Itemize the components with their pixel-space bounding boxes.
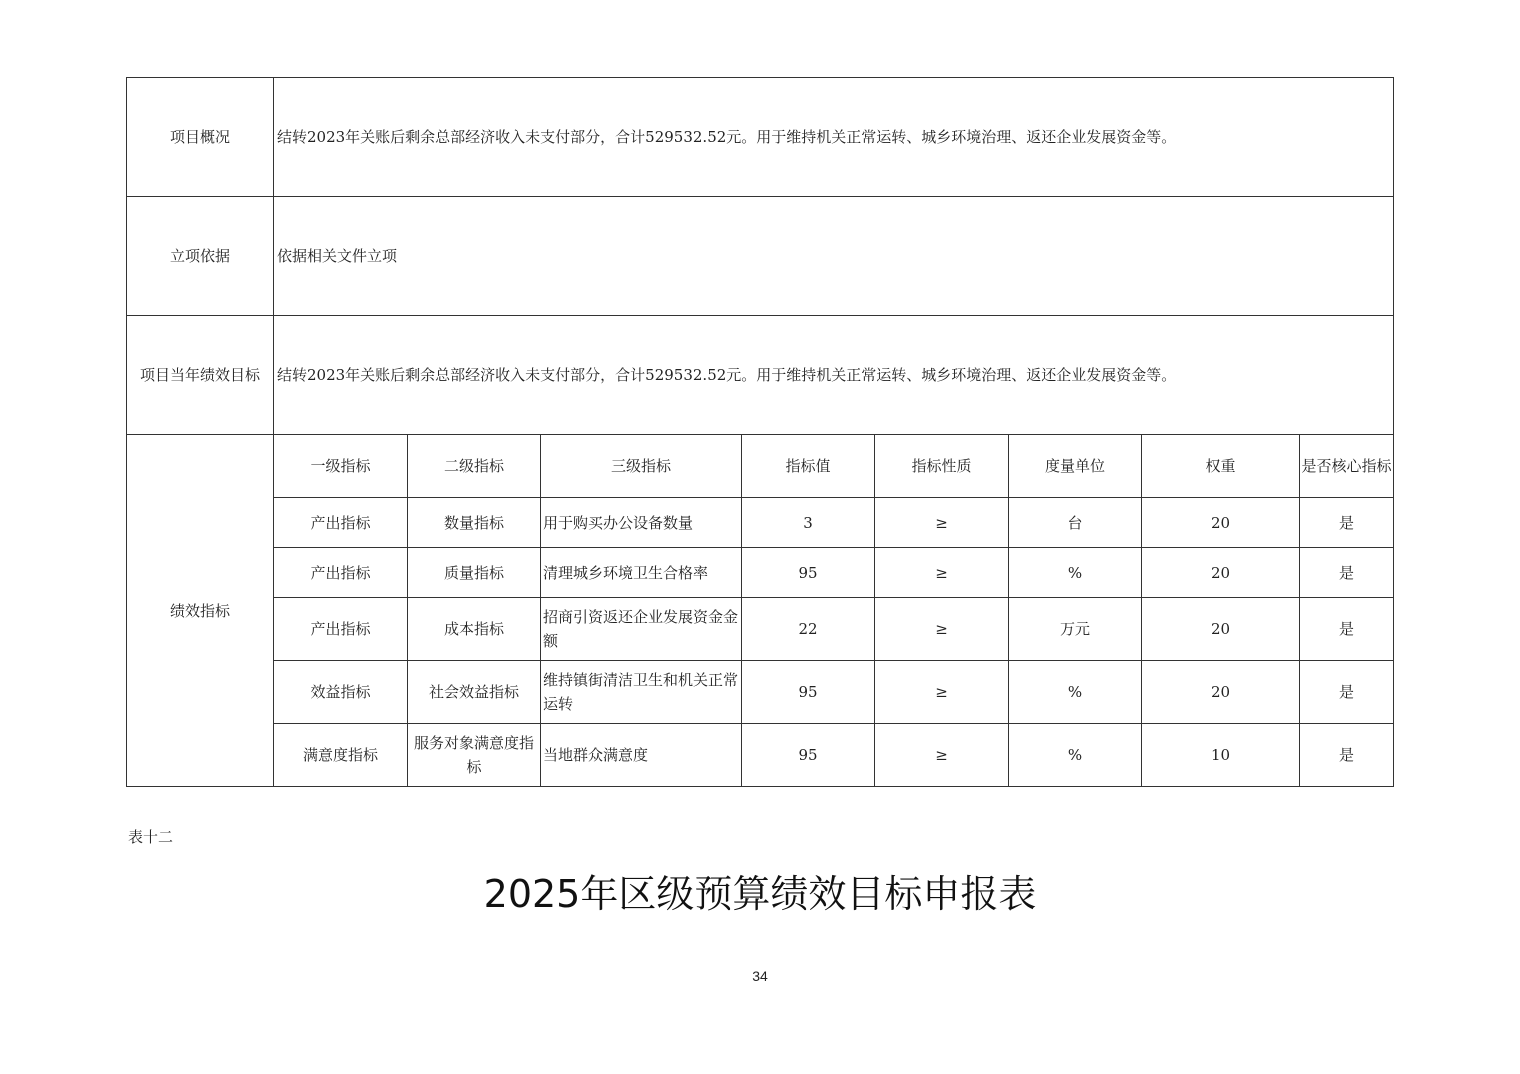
cell-level1: 产出指标 [274, 548, 408, 598]
cell-nature: ≥ [875, 661, 1009, 724]
cell-level3: 维持镇街清洁卫生和机关正常运转 [541, 661, 742, 724]
cell-weight: 20 [1142, 598, 1300, 661]
cell-level3: 用于购买办公设备数量 [541, 498, 742, 548]
page-number: 34 [752, 968, 768, 984]
cell-core: 是 [1300, 548, 1394, 598]
cell-level2: 数量指标 [408, 498, 541, 548]
performance-table [126, 77, 1394, 787]
cell-level2: 成本指标 [408, 598, 541, 661]
cell-core: 是 [1300, 498, 1394, 548]
cell-nature: ≥ [875, 724, 1009, 787]
cell-value: 3 [742, 498, 875, 548]
header-value: 指标值 [742, 435, 875, 498]
cell-value: 95 [742, 661, 875, 724]
table-row [127, 661, 1394, 724]
header-level1: 一级指标 [274, 435, 408, 498]
table-row [127, 724, 1394, 787]
cell-level1: 满意度指标 [274, 724, 408, 787]
basis-label: 立项依据 [127, 197, 274, 316]
table-row [127, 548, 1394, 598]
annual-goal-row [127, 316, 1394, 435]
table-row [127, 598, 1394, 661]
cell-core: 是 [1300, 598, 1394, 661]
cell-nature: ≥ [875, 548, 1009, 598]
cell-level2: 服务对象满意度指标 [408, 724, 541, 787]
header-nature: 指标性质 [875, 435, 1009, 498]
cell-level3: 清理城乡环境卫生合格率 [541, 548, 742, 598]
cell-value: 22 [742, 598, 875, 661]
cell-nature: ≥ [875, 598, 1009, 661]
cell-value: 95 [742, 724, 875, 787]
annual-goal-label: 项目当年绩效目标 [127, 316, 274, 435]
cell-unit: % [1009, 548, 1142, 598]
cell-unit: % [1009, 661, 1142, 724]
indicator-header-row [127, 435, 1394, 498]
document-title: 2025年区级预算绩效目标申报表 [483, 872, 1037, 916]
table-row [127, 498, 1394, 548]
cell-level1: 效益指标 [274, 661, 408, 724]
header-level2: 二级指标 [408, 435, 541, 498]
cell-weight: 20 [1142, 661, 1300, 724]
cell-unit: 万元 [1009, 598, 1142, 661]
cell-core: 是 [1300, 661, 1394, 724]
cell-unit: % [1009, 724, 1142, 787]
cell-level1: 产出指标 [274, 498, 408, 548]
indicators-label: 绩效指标 [127, 435, 274, 787]
table-number-label: 表十二 [128, 828, 174, 846]
annual-goal-text: 结转2023年关账后剩余总部经济收入未支付部分，合计529532.52元。用于维持机关正常运转、城乡环境治理、返还企业发展资金等。 [274, 316, 1394, 435]
header-unit: 度量单位 [1009, 435, 1142, 498]
header-core: 是否核心指标 [1300, 435, 1394, 498]
cell-value: 95 [742, 548, 875, 598]
overview-row [127, 78, 1394, 197]
header-weight: 权重 [1142, 435, 1300, 498]
cell-level1: 产出指标 [274, 598, 408, 661]
cell-level2: 质量指标 [408, 548, 541, 598]
cell-nature: ≥ [875, 498, 1009, 548]
overview-label: 项目概况 [127, 78, 274, 197]
cell-level3: 当地群众满意度 [541, 724, 742, 787]
overview-text: 结转2023年关账后剩余总部经济收入未支付部分，合计529532.52元。用于维持机关正常运转、城乡环境治理、返还企业发展资金等。 [274, 78, 1394, 197]
cell-weight: 10 [1142, 724, 1300, 787]
cell-level3: 招商引资返还企业发展资金金额 [541, 598, 742, 661]
basis-text: 依据相关文件立项 [274, 197, 1394, 316]
header-level3: 三级指标 [541, 435, 742, 498]
cell-weight: 20 [1142, 548, 1300, 598]
basis-row [127, 197, 1394, 316]
cell-weight: 20 [1142, 498, 1300, 548]
cell-unit: 台 [1009, 498, 1142, 548]
cell-level2: 社会效益指标 [408, 661, 541, 724]
cell-core: 是 [1300, 724, 1394, 787]
